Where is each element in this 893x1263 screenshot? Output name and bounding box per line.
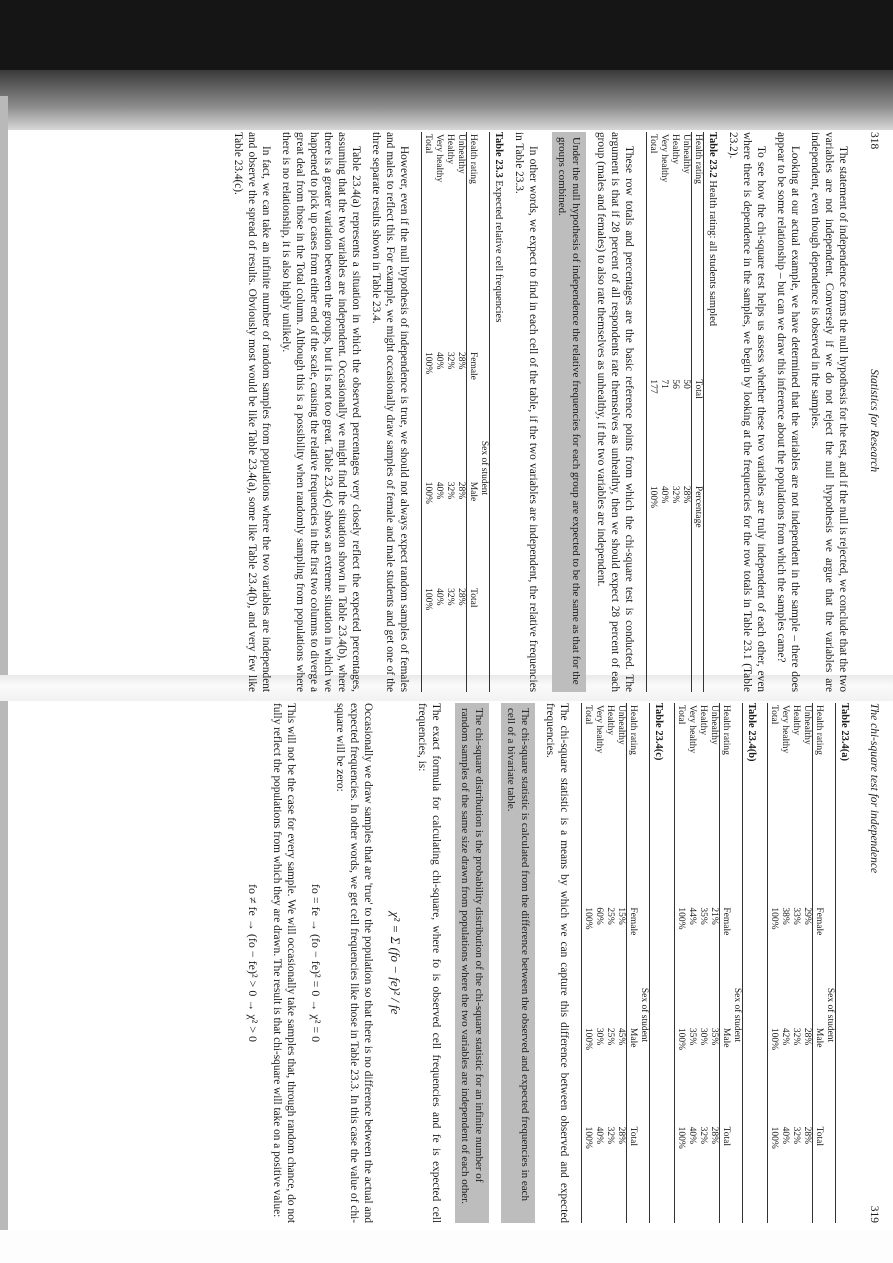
- table-row: Unhealthy 15% 45% 28%: [616, 705, 626, 1145]
- running-title: The chi-square test for independence: [868, 703, 880, 874]
- table-row: Very healthy 71 40%: [659, 134, 669, 504]
- table-row: Very healthy 40% 40% 40%: [434, 134, 444, 606]
- paragraph: Occasionally we draw samples that are 'true' to the population so that there is no difference between the actual and expected frequencies. In other words, we get cell frequencies like those in Table 23.3. In this case the value of chi-square will be zero:: [334, 703, 374, 1223]
- table-23-4c: Sex of student Health rating Female Male Total Unhealthy 15% 45% 28% Healthy 25% 25% 32% Very healthy 60% 30% 40% Total 100% 100% 100%: [581, 703, 650, 1223]
- table-row: Unhealthy 28% 28% 28%: [456, 134, 466, 606]
- paragraph: In fact, we can take an infinite number of random samples from populations where the two variables are independent and observe the spread of results. Obviously most would be like Table 23.4(a), some like Table 23.4(b), and very few like Table 23.4(c).: [232, 132, 272, 692]
- scanner-margin-bottom: [0, 1230, 893, 1263]
- shaded-definition-box: Under the null hypothesis of independence the relative frequencies for each group are expected to be the same as that for the groups combined.: [552, 132, 586, 692]
- paragraph: This will not be the case for every sample. We will occasionally take samples that, through random chance, do not fully reflect the populations from which they are drawn. The result is that chi-square will take on a positive value:: [271, 703, 297, 1223]
- table-row: Unhealthy 21% 35% 28%: [709, 705, 719, 1145]
- paragraph: Looking at our actual example, we have determined that the variables are not independent in the sample – there does appear to be some relationship – but can we draw this inference about the populations from which the samples came?: [775, 132, 801, 692]
- table-row: Very healthy 44% 35% 40%: [687, 705, 697, 1145]
- paragraph: In other words, we expect to find in each cell of the table, if the two variables are independent, the relative frequencies in Table 23.3.: [513, 132, 539, 692]
- page-318: [125, 132, 880, 692]
- page-number: 318: [868, 132, 880, 150]
- paragraph: To see how the chi-square test helps us assess whether these two variables are truly independent of each other, even where there is dependence in the samples, we begin by looking at the frequencies for the row totals in Table 23.1 (Table 23.2).: [727, 132, 767, 692]
- table-row: Total 100% 100% 100%: [675, 703, 687, 1223]
- page-header: [868, 703, 880, 1223]
- page-number: 319: [868, 1205, 880, 1223]
- table-title: Table 23.4(a): [839, 703, 850, 761]
- page-319: [120, 703, 880, 1223]
- paragraph: However, even if the null hypothesis of independence is true, we should not always expect random samples of females and males to reflect this. For example, we might occasionally draw samples of female and male students and get one of the three separate results shown in Table 23.4.: [370, 132, 410, 692]
- table-row: Healthy 32% 32% 32%: [445, 134, 455, 606]
- shaded-definition-box: The chi-square statistic is calculated from the difference between the observed and expected frequencies in each cell of a bivariate table.: [501, 703, 535, 1223]
- table-title: Table 23.4(c): [653, 703, 664, 761]
- zero-chi-square-formula: fo = fe → (fo − fe)² = 0 → χ² = 0: [309, 883, 323, 1043]
- table-row: Total 100% 100% 100%: [768, 703, 780, 1223]
- table-row: Total 100% 100% 100%: [422, 132, 434, 692]
- table-title: Table 23.2 Health rating: all students sampled: [707, 132, 718, 327]
- paragraph: The exact formula for calculating chi-square, where fo is observed cell frequencies and fe is expected cell frequencies, is:: [416, 703, 442, 1223]
- paragraph: The statement of independence forms the null hypothesis for the test, and if the null is rejected, we conclude that the two variables are not independent. Conversely if we do not reject the null hypothesis we argue that the variables are independent, even though dependence is observed in the samples.: [809, 132, 849, 692]
- table-row: Unhealthy 50 28%: [681, 134, 691, 504]
- table-23-4b: Sex of student Health rating Female Male Total Unhealthy 21% 35% 28% Healthy 35% 30% 32% Very healthy 44% 35% 40% Total 100% 100% 100%: [674, 703, 743, 1223]
- table-23-3: Sex of student Health rating Female Male Total Unhealthy 28% 28% 28% Healthy 32% 32% 32% Very healthy 40% 40% 40% Total 100% 100% 100%: [421, 132, 490, 692]
- table-row: Total 100% 100% 100%: [582, 703, 594, 1223]
- table-row: Healthy 35% 30% 32%: [698, 705, 708, 1145]
- table-row: Healthy 33% 32% 32%: [791, 705, 801, 1145]
- table-row: Very healthy 38% 42% 40%: [780, 705, 790, 1145]
- chi-square-formula: χ² = Σ (fo − fe)² / fe: [388, 911, 403, 1015]
- table-row: Healthy 56 32%: [670, 134, 680, 504]
- paragraph: These row totals and percentages are the basic reference points from which the chi-square test is conducted. The argument is that if 28 percent of all respondents rate themselves as unhealthy, then we should expect 28 percent of each group (males and females) to also rate themselves as unhealthy, if the two variables are independent.: [595, 132, 635, 692]
- table-row: Unhealthy 29% 28% 28%: [802, 705, 812, 1145]
- table-title: Table 23.4(b): [746, 703, 757, 762]
- shaded-definition-box: The chi-square distribution is the probability distribution of the chi-square statistic for an infinite number of random samples of the same size drawn from populations where the two variables are independent of each other.: [455, 703, 489, 1223]
- positive-chi-square-formula: fo ≠ fe → (fo − fe)² > 0 → χ² > 0: [246, 883, 260, 1043]
- paragraph: Table 23.4(a) represents a situation in which the observed percentages very closely reflect the expected percentages, assuming that the two variables are independent. Occasionally we might find the situation shown in Table 23.4(b), where there is a greater variation between the groups, but it is not too great. Table 23.4(c) shows an extreme situation in which we happened to pick up cases from either end of the scale, causing the relative frequencies in the first two columns to diverge a great deal from those in the Total column. Although this is a possibility when randomly sampling from populations where there is no relationship, it is also highly unlikely.: [280, 132, 362, 692]
- table-row: Healthy 25% 25% 32%: [605, 705, 615, 1145]
- scanner-shadow-gradient: [0, 70, 893, 130]
- table-23-2: Health rating Total Percentage Unhealthy 50 28% Healthy 56 32% Very healthy 71 40% Total 177 100%: [646, 132, 704, 692]
- running-title: Statistics for Research: [868, 369, 880, 473]
- table-row: Very healthy 60% 30% 40%: [594, 705, 604, 1145]
- page-header: [868, 132, 880, 692]
- table-row: Total 177 100%: [647, 132, 659, 692]
- table-title: Table 23.3 Expected relative cell frequencies: [493, 132, 504, 323]
- table-23-4a: Sex of student Health rating Female Male Total Unhealthy 29% 28% 28% Healthy 33% 32% 32% Very healthy 38% 42% 40% Total 100% 100% 100%: [767, 703, 836, 1223]
- paragraph: The chi-square statistic is a means by which we can capture this difference between observed and expected frequencies.: [544, 703, 570, 1223]
